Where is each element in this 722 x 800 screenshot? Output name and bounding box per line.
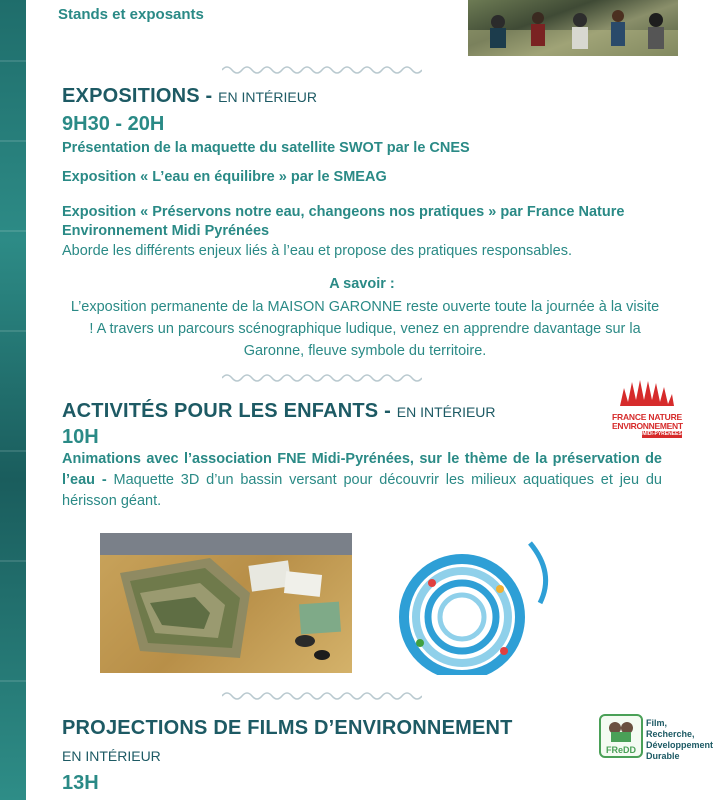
enfants-text: Animations avec l’association FNE Midi-Pyrénées, sur le thème de la préservation de l’eau - Maquette 3D d’un bassin versant pour découvrir les milieux aquatiques et jeu du hérisson géant. bbox=[62, 451, 662, 509]
exposition-item: Exposition « Préservons notre eau, changeons nos pratiques » par France Nature Environnement Midi Pyrénées bbox=[62, 204, 625, 239]
exposition-description: Aborde les différents enjeux liés à l’eau et propose des pratiques responsables. bbox=[62, 243, 572, 259]
exposition-item: Exposition « L’eau en équilibre » par le SMEAG bbox=[62, 169, 387, 185]
crowd-photo-art bbox=[468, 0, 678, 56]
fne-logo bbox=[612, 378, 682, 442]
film-camera-icon bbox=[601, 716, 641, 746]
expositions-time: 9H30 - 20H bbox=[62, 113, 165, 135]
projections-time: 13H bbox=[62, 772, 99, 794]
exposition-item: Présentation de la maquette du satellite SWOT par le CNES bbox=[62, 140, 470, 156]
game-board-art bbox=[380, 533, 558, 675]
fredd-name: FReDD bbox=[605, 745, 636, 755]
sea-sidebar bbox=[0, 0, 26, 800]
hedgehog-icon bbox=[612, 378, 682, 408]
fne-line2: ENVIRONNEMENT bbox=[612, 421, 683, 431]
info-text: L’exposition permanente de la MAISON GARONNE reste ouverte toute la journée à la visite ! A travers un parcours scénographique ludique, venez en apprendre davantage sur la Garonne, fleuve symbole du territoire. bbox=[70, 299, 660, 359]
info-title: A savoir : bbox=[329, 276, 395, 292]
wave-divider bbox=[222, 372, 422, 384]
enfants-heading: ACTIVITÉS POUR LES ENFANTS - EN INTÉRIEUR bbox=[62, 400, 496, 422]
stands-label: Stands et exposants bbox=[58, 6, 204, 23]
wave-divider bbox=[222, 64, 422, 76]
expositions-location: EN INTÉRIEUR bbox=[218, 89, 317, 105]
enfants-location: EN INTÉRIEUR bbox=[396, 404, 496, 420]
enfants-time: 10H bbox=[62, 426, 99, 448]
jeu-herisson-photo bbox=[380, 533, 558, 675]
fredd-logo bbox=[599, 714, 643, 758]
maquette-photo bbox=[100, 533, 352, 673]
expositions-heading: EXPOSITIONS - EN INTÉRIEUR bbox=[62, 85, 317, 107]
maquette-photo-art bbox=[100, 533, 352, 673]
crowd-photo bbox=[468, 0, 678, 56]
fredd-caption: Film, Recherche, Développement Durable bbox=[646, 718, 714, 761]
projections-location: EN INTÉRIEUR bbox=[62, 748, 161, 764]
projections-heading: PROJECTIONS DE FILMS D’ENVIRONNEMENT bbox=[62, 717, 513, 739]
wave-divider bbox=[222, 690, 422, 702]
fne-line3: MIDI-PYRÉNÉES bbox=[642, 431, 682, 437]
fne-line1: FRANCE NATURE bbox=[612, 412, 682, 422]
